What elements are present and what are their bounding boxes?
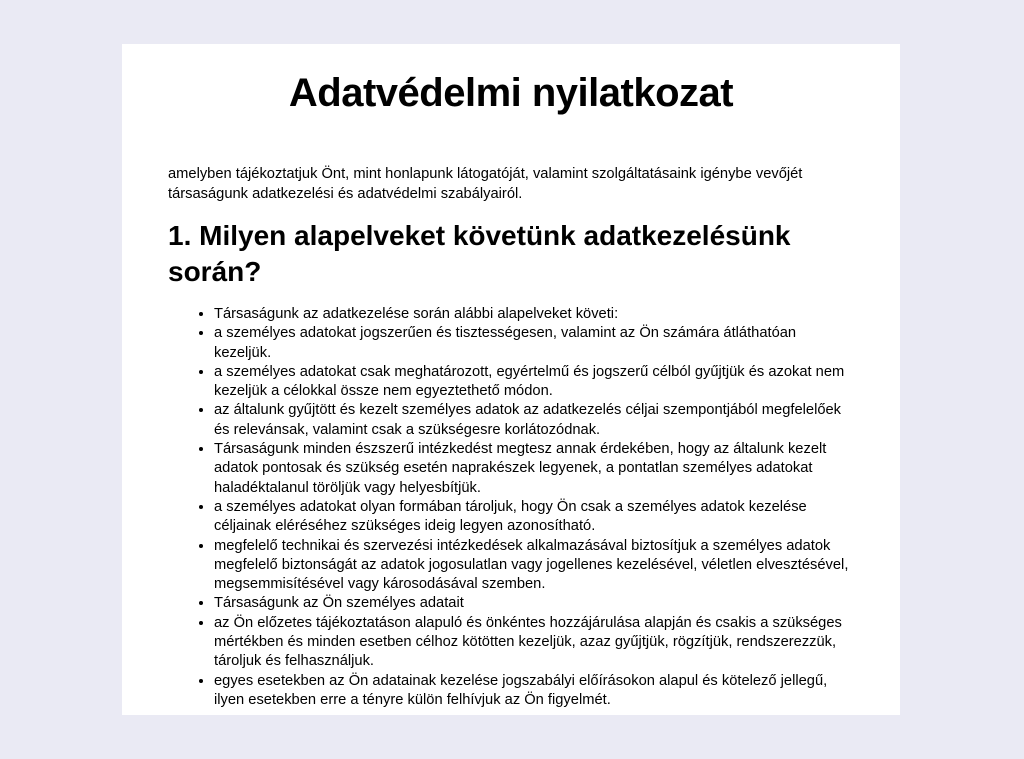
list-item: • az általunk gyűjtött és kezelt személyes adatok az adatkezelés céljai szempontjából megfelelőek és relevánsak, valamint csak a szükségesre korlátozódnak. [214, 401, 854, 440]
section-heading: 1. Milyen alapelveket követünk adatkezelésünk során? [168, 220, 791, 287]
list-item: • az Ön előzetes tájékoztatáson alapuló és önkéntes hozzájárulása alapján és csakis a szükséges mértékben és minden esetben célhoz kötötten kezeljük, azaz gyűjtjük, rögzítjük, rendszerezzük, tároljuk és felhasználjuk. [214, 614, 854, 672]
list-item: • Társaságunk az Ön személyes adatait [214, 594, 854, 613]
list-item: • a személyes adatokat csak meghatározott, egyértelmű és jogszerű célból gyűjtjük és azokat nem kezeljük a célokkal össze nem egyeztethető módon. [214, 363, 854, 402]
list-item: • Társaságunk az adatkezelése során alábbi alapelveket követi: [214, 305, 854, 324]
document-page [122, 44, 900, 715]
list-item: • megfelelő technikai és szervezési intézkedések alkalmazásával biztosítjuk a személyes adatok megfelelő biztonságát az adatok jogosulatlan vagy jogellenes kezelésével, véletlen elvesztésével, megsemmisítésével vagy károsodásával szemben. [214, 537, 854, 595]
principles-list [168, 305, 854, 710]
list-item: • Társaságunk minden észszerű intézkedést megtesz annak érdekében, hogy az általunk kezelt adatok pontosak és szükség esetén naprakészek legyenek, a pontatlan személyes adatokat haladéktalanul töröljük vagy helyesbítjük. [214, 440, 854, 498]
list-item: • a személyes adatokat jogszerűen és tisztességesen, valamint az Ön számára átláthatóan kezeljük. [214, 324, 854, 363]
intro-paragraph: amelyben tájékoztatjuk Önt, mint honlapunk látogatóját, valamint szolgáltatásaink igénybe vevőjét társaságunk adatkezelési és adatvédelmi szabályairól. [168, 166, 803, 202]
document-title: Adatvédelmi nyilatkozat [288, 71, 734, 115]
list-item: • a személyes adatokat olyan formában tároljuk, hogy Ön csak a személyes adatok kezelése céljainak eléréséhez szükséges ideig legyen azonosítható. [214, 498, 854, 537]
list-item: • egyes esetekben az Ön adatainak kezelése jogszabályi előírásokon alapul és kötelező jellegű, ilyen esetekben erre a tényre külön felhívjuk az Ön figyelmét. [214, 672, 854, 711]
